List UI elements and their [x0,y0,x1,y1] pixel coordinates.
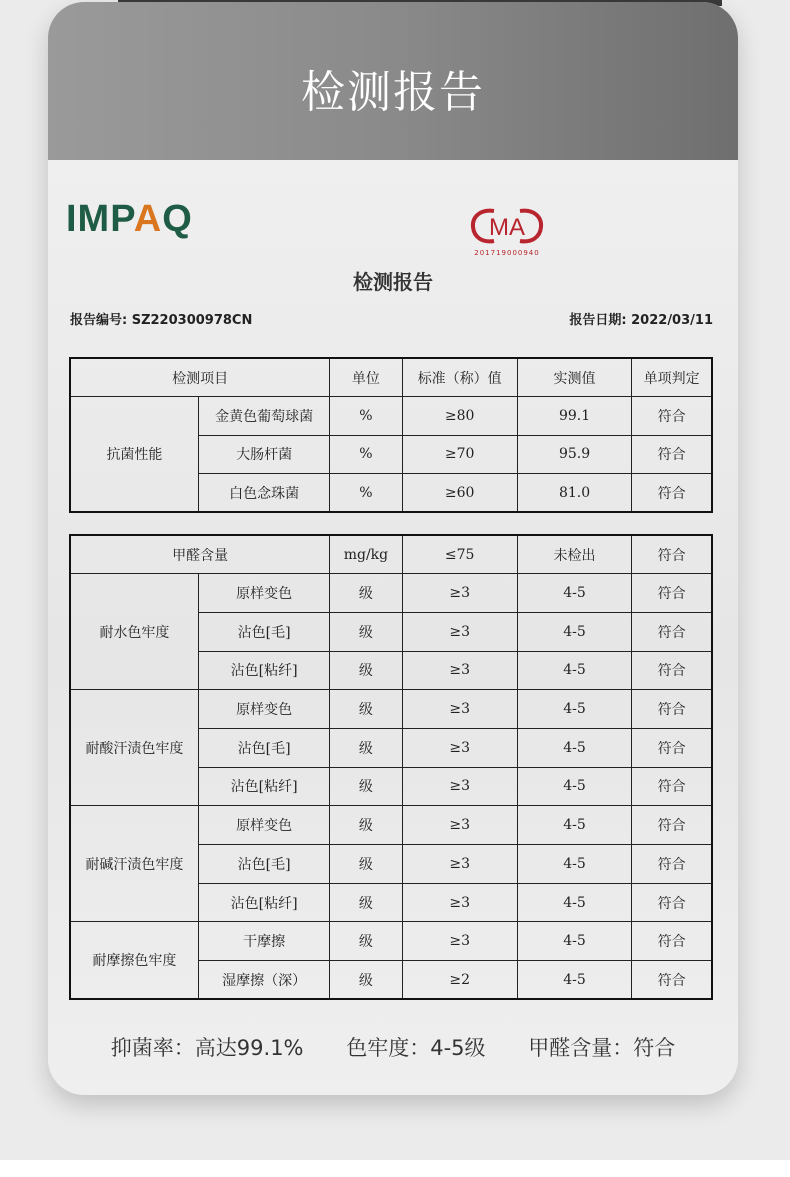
result-cell: 符合 [632,651,712,690]
summary-line [48,1032,738,1062]
std-cell: ≥80 [402,397,517,436]
summary-fastness: 色牢度：4-5级 [346,1036,486,1060]
value-cell: 4-5 [517,690,631,729]
std-cell: ≥3 [402,845,517,884]
item-cell: 甲醛含量 [70,535,330,574]
table-header-row [70,358,712,397]
unit-cell: 级 [330,728,402,767]
value-cell: 4-5 [517,883,631,922]
result-cell: 符合 [632,474,712,513]
value-cell: 未检出 [517,535,631,574]
std-cell: ≤75 [402,535,517,574]
item-cell: 原样变色 [198,806,329,845]
item-cell: 大肠杆菌 [198,435,329,474]
std-cell: ≥2 [402,961,517,1000]
group-cell: 抗菌性能 [70,397,198,513]
group-cell: 耐摩擦色牢度 [70,922,198,999]
std-cell: ≥3 [402,806,517,845]
group-cell: 耐水色牢度 [70,574,198,690]
std-cell: ≥3 [402,690,517,729]
value-cell: 4-5 [517,574,631,613]
result-cell: 符合 [632,806,712,845]
svg-text:MA: MA [489,214,525,241]
value-cell: 4-5 [517,612,631,651]
item-cell: 湿摩擦（深） [198,961,329,1000]
table-row [70,574,712,613]
std-cell: ≥3 [402,922,517,961]
value-cell: 4-5 [517,767,631,806]
result-cell: 符合 [632,690,712,729]
unit-cell: mg/kg [330,535,402,574]
std-cell: ≥3 [402,651,517,690]
unit-cell: 级 [330,690,402,729]
group-cell: 耐碱汗渍色牢度 [70,806,198,922]
result-cell: 符合 [632,845,712,884]
item-cell: 白色念珠菌 [198,474,329,513]
unit-cell: % [330,474,402,513]
value-cell: 4-5 [517,651,631,690]
item-cell: 原样变色 [198,574,329,613]
unit-cell: 级 [330,612,402,651]
item-cell: 沾色[毛] [198,612,329,651]
std-cell: ≥3 [402,574,517,613]
item-cell: 沾色[毛] [198,845,329,884]
result-cell: 符合 [632,535,712,574]
item-cell: 干摩擦 [198,922,329,961]
item-cell: 沾色[粘纤] [198,883,329,922]
header-cell: 检测项目 [70,358,330,397]
unit-cell: 级 [330,651,402,690]
header-cell: 单项判定 [632,358,712,397]
result-cell: 符合 [632,728,712,767]
antibacterial-table [69,357,713,513]
impaq-logo: IMPAQ [66,198,193,240]
std-cell: ≥3 [402,883,517,922]
result-cell: 符合 [632,767,712,806]
value-cell: 4-5 [517,922,631,961]
banner-title: 检测报告 [301,67,485,118]
table-row [70,397,712,436]
result-cell: 符合 [632,435,712,474]
result-cell: 符合 [632,612,712,651]
value-cell: 4-5 [517,961,631,1000]
unit-cell: 级 [330,845,402,884]
page-bottom-band [0,1160,790,1177]
report-title: 检测报告 [353,270,433,294]
header-cell: 实测值 [517,358,631,397]
result-cell: 符合 [632,574,712,613]
cma-mark-icon [468,205,546,249]
unit-cell: 级 [330,767,402,806]
result-cell: 符合 [632,397,712,436]
item-cell: 沾色[粘纤] [198,767,329,806]
unit-cell: 级 [330,806,402,845]
header-cell: 标准（称）值 [402,358,517,397]
report-card [48,2,738,1095]
std-cell: ≥70 [402,435,517,474]
std-cell: ≥60 [402,474,517,513]
table-row [70,690,712,729]
std-cell: ≥3 [402,767,517,806]
unit-cell: 级 [330,574,402,613]
result-cell: 符合 [632,961,712,1000]
summary-antibacterial: 抑菌率：高达99.1% [110,1036,304,1060]
group-cell: 耐酸汗渍色牢度 [70,690,198,806]
unit-cell: % [330,397,402,436]
report-date: 报告日期: 2022/03/11 [569,313,713,328]
result-cell: 符合 [632,883,712,922]
summary-formaldehyde: 甲醛含量：符合 [528,1036,676,1060]
item-cell: 沾色[毛] [198,728,329,767]
header-cell: 单位 [330,358,402,397]
std-cell: ≥3 [402,728,517,767]
item-cell: 原样变色 [198,690,329,729]
value-cell: 4-5 [517,728,631,767]
value-cell: 81.0 [517,474,631,513]
unit-cell: 级 [330,961,402,1000]
table-row [70,806,712,845]
table-row [70,535,712,574]
item-cell: 金黄色葡萄球菌 [198,397,329,436]
report-number: 报告编号: SZ220300978CN [70,313,253,328]
unit-cell: % [330,435,402,474]
value-cell: 4-5 [517,806,631,845]
value-cell: 4-5 [517,845,631,884]
cma-seal [468,205,546,261]
value-cell: 95.9 [517,435,631,474]
item-cell: 沾色[粘纤] [198,651,329,690]
result-cell: 符合 [632,922,712,961]
cma-number: 201719000940 [474,249,540,257]
value-cell: 99.1 [517,397,631,436]
fastness-table [69,534,713,1000]
unit-cell: 级 [330,883,402,922]
header-banner [48,2,738,160]
table-row [70,922,712,961]
std-cell: ≥3 [402,612,517,651]
unit-cell: 级 [330,922,402,961]
